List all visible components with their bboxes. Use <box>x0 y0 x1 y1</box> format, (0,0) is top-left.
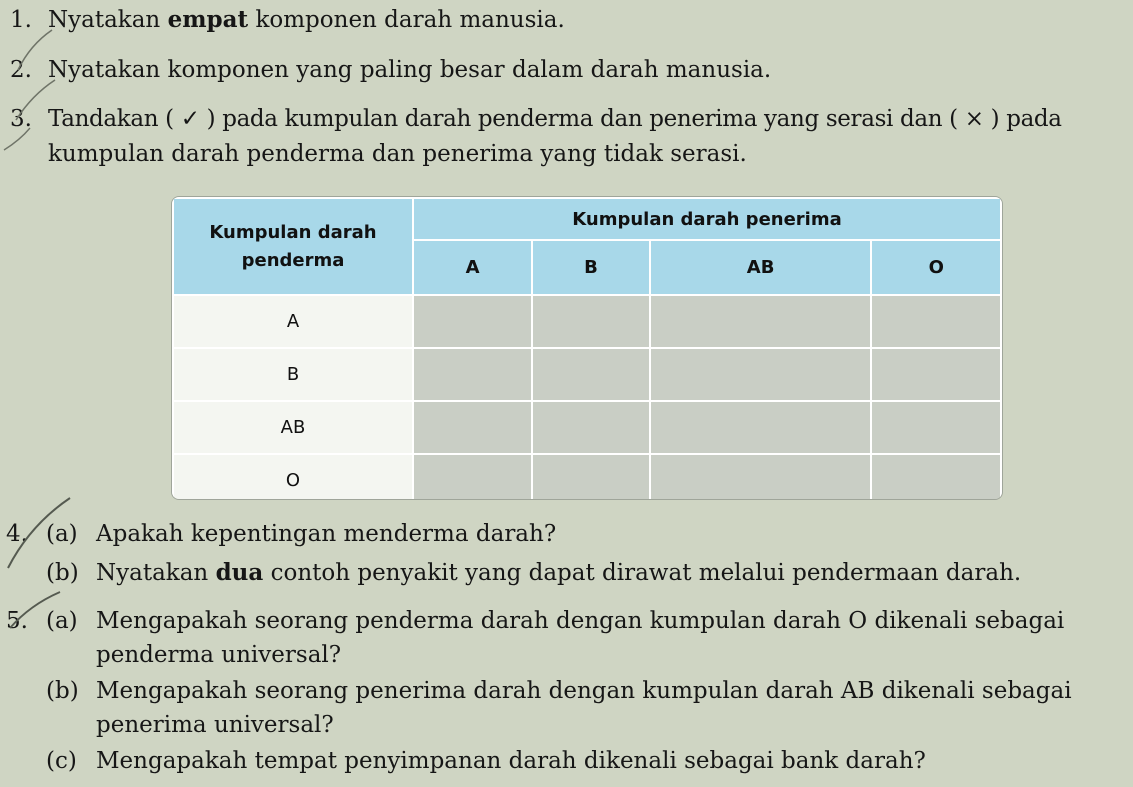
question-2-number: 2. <box>10 57 32 83</box>
question-3-number: 3. <box>10 106 32 132</box>
table-row <box>173 348 1001 401</box>
answer-cell[interactable] <box>871 295 1001 348</box>
answer-cell[interactable] <box>650 348 872 401</box>
question-5-number: 5. <box>6 608 28 634</box>
question-4a-label: (a) <box>46 521 78 547</box>
answer-cell[interactable] <box>532 295 650 348</box>
answer-cell[interactable] <box>532 454 650 499</box>
table-row <box>173 295 1001 348</box>
table-row <box>173 454 1001 499</box>
recipient-col-b: B <box>532 240 650 295</box>
question-1-number: 1. <box>10 7 32 33</box>
question-1-emphasis: empat <box>167 6 249 33</box>
question-4b-label: (b) <box>46 560 79 586</box>
recipient-col-o: O <box>871 240 1001 295</box>
answer-cell[interactable] <box>413 401 532 454</box>
question-3-line-1: Tandakan ( ✓ ) pada kumpulan darah penderma dan penerima yang serasi dan ( × ) pada <box>48 106 1062 132</box>
donor-row-o: O <box>173 454 413 499</box>
recipient-col-a: A <box>413 240 532 295</box>
question-2-text: Nyatakan komponen yang paling besar dalam darah manusia. <box>48 57 772 83</box>
answer-cell[interactable] <box>871 401 1001 454</box>
answer-cell[interactable] <box>532 401 650 454</box>
answer-cell[interactable] <box>650 295 872 348</box>
question-1 <box>0 4 1133 36</box>
question-5b-label: (b) <box>46 678 79 704</box>
question-4-number: 4. <box>6 521 28 547</box>
donor-row-ab: AB <box>173 401 413 454</box>
answer-cell[interactable] <box>650 454 872 499</box>
question-4 <box>0 518 1133 590</box>
answer-cell[interactable] <box>871 348 1001 401</box>
question-5 <box>0 605 1133 785</box>
table-row <box>173 401 1001 454</box>
question-3 <box>0 103 1133 173</box>
answer-cell[interactable] <box>413 295 532 348</box>
question-3-line-2: kumpulan darah penderma dan penerima yang tidak serasi. <box>48 141 747 167</box>
question-5b-line-2: penerima universal? <box>96 712 334 738</box>
blood-compatibility-table <box>172 197 1002 499</box>
answer-cell[interactable] <box>871 454 1001 499</box>
question-4a-text: Apakah kepentingan menderma darah? <box>96 521 557 547</box>
question-4b-text: Nyatakan dua contoh penyakit yang dapat dirawat melalui pendermaan darah. <box>96 559 1022 586</box>
donor-group-header: Kumpulan darah penderma <box>173 198 413 295</box>
question-5b-line-1: Mengapakah seorang penerima darah dengan kumpulan darah AB dikenali sebagai <box>96 678 1072 704</box>
answer-cell[interactable] <box>413 348 532 401</box>
question-2 <box>0 54 1133 86</box>
donor-row-a: A <box>173 295 413 348</box>
question-5c-text: Mengapakah tempat penyimpanan darah dikenali sebagai bank darah? <box>96 748 926 774</box>
answer-cell[interactable] <box>532 348 650 401</box>
donor-row-b: B <box>173 348 413 401</box>
question-5a-line-2: penderma universal? <box>96 642 342 668</box>
question-5a-line-1: Mengapakah seorang penderma darah dengan kumpulan darah O dikenali sebagai <box>96 608 1065 634</box>
question-1-text: Nyatakan empat komponen darah manusia. <box>48 6 565 33</box>
compatibility-grid <box>172 197 1002 499</box>
recipient-col-ab: AB <box>650 240 872 295</box>
answer-cell[interactable] <box>413 454 532 499</box>
question-5c-label: (c) <box>46 748 77 774</box>
question-5a-label: (a) <box>46 608 78 634</box>
question-4b-emphasis: dua <box>215 559 264 586</box>
recipient-group-header: Kumpulan darah penerima <box>413 198 1001 240</box>
answer-cell[interactable] <box>650 401 872 454</box>
